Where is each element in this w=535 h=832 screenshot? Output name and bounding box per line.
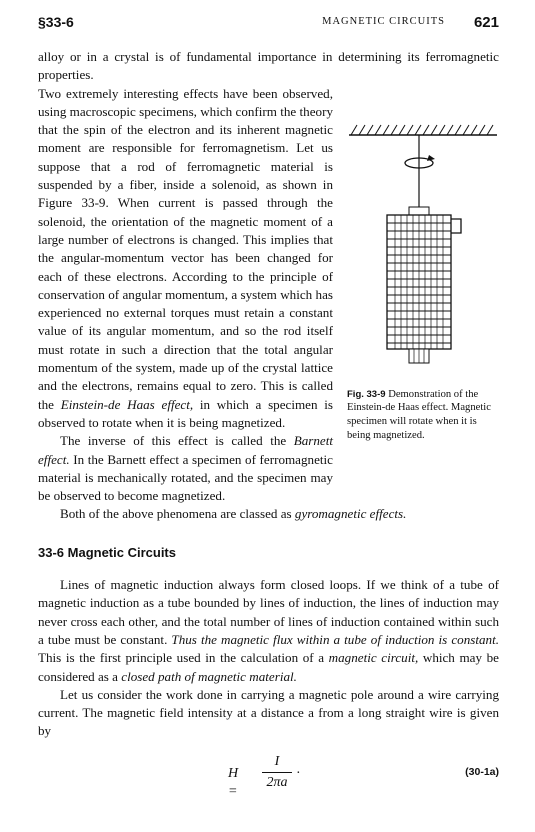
einstein-de-haas-term: Einstein-de Haas effect, — [60, 396, 194, 412]
paragraph-2-text-b: in which a specimen is observed to rotate when it is being magnetized. — [38, 396, 334, 430]
running-header — [38, 14, 499, 34]
paragraph-5 — [38, 576, 499, 686]
solenoid-illustration — [347, 119, 499, 379]
equation-lhs: H = — [228, 765, 239, 799]
paragraph-5-text-c: which may be considered as a — [38, 650, 499, 684]
paragraph-3-text-b: In the Barnett effect a specimen of ferromagnetic material is mechanically rotated, and the specimen may be observed to become magnetized. — [38, 451, 333, 504]
paragraph-1: alloy or in a crystal is of fundamental importance in determining its ferromagnetic properties. — [38, 49, 499, 83]
page-number: 621 — [473, 14, 499, 31]
closed-path-term: closed path of magnetic material. — [121, 668, 297, 684]
paragraph-5-text-b: This is the first principle used in the calculation of a — [38, 650, 329, 666]
figure-caption — [347, 388, 499, 442]
section-number: §33-6 — [38, 14, 74, 30]
chapter-title: MAGNETIC CIRCUITS — [322, 16, 445, 27]
equation-denominator: 2πa — [266, 774, 288, 790]
equation-fraction — [262, 753, 292, 793]
gyromagnetic-effects-term: gyromagnetic effects. — [294, 506, 407, 522]
figure-33-9 — [347, 119, 499, 495]
paragraph-3-text-a: The inverse of this effect is called the — [60, 433, 294, 449]
equation-trailing: · — [296, 765, 301, 781]
body-text — [38, 48, 499, 799]
paragraph-6: Let us consider the work done in carrying a magnetic pole around a wire carrying current. The magnetic field intensity at a distance a from a long straight wire is given by — [38, 686, 499, 739]
barnett-effect-term: Barnett effect. — [38, 433, 333, 467]
paragraph-2-text-a: Two extremely interesting effects have been observed, using macroscopic specimens, which confirm the theory that the spin of the electron and its inherent magnetic moment are responsible for ferromagnetism. Let us suppose that a rod of ferromagnetic material is suspended by a fiber, inside a solenoid, as shown in Figure 33-9. When current is passed through the solenoid, the orientation of the magnetic moment of a large number of electrons is changed. This implies that the angular-momentum vector has been changed for each of these electrons. According to the principle of conservation of angular momentum, a system which has experienced no external torques must retain a constant value of its angular momentum, and so the rod itself must rotate in such a direction that the total angular momentum of the system, made up of the crystal lattice and the electrons, remains equal to zero. This is called the — [38, 85, 333, 412]
flux-principle-statement: Thus the magnetic flux within a tube of induction is constant. — [171, 631, 499, 647]
figure-label: Fig. 33-9 — [347, 388, 386, 400]
paragraph-5-text-a: Lines of magnetic induction always form closed loops. If we think of a tube of magnetic induction as a tube bounded by lines of induction, the lines of induction may never cross each other, and the total number of lines of induction contained within such a tube must be constant. — [38, 577, 499, 647]
magnetic-circuit-term: magnetic circuit, — [328, 650, 419, 666]
section-heading: 33-6 Magnetic Circuits — [38, 544, 176, 560]
equation-numerator: I — [262, 753, 292, 773]
paragraph-4-text-a: Both of the above phenomena are classed as — [60, 506, 295, 522]
equation-number: (30-1a) — [465, 765, 499, 778]
equation-30-1a — [38, 749, 499, 799]
paragraph-4 — [38, 505, 499, 523]
figure-caption-text: Demonstration of the Einstein-de Haas effect. Magnetic specimen will rotate when it is being magnetized. — [347, 388, 491, 441]
